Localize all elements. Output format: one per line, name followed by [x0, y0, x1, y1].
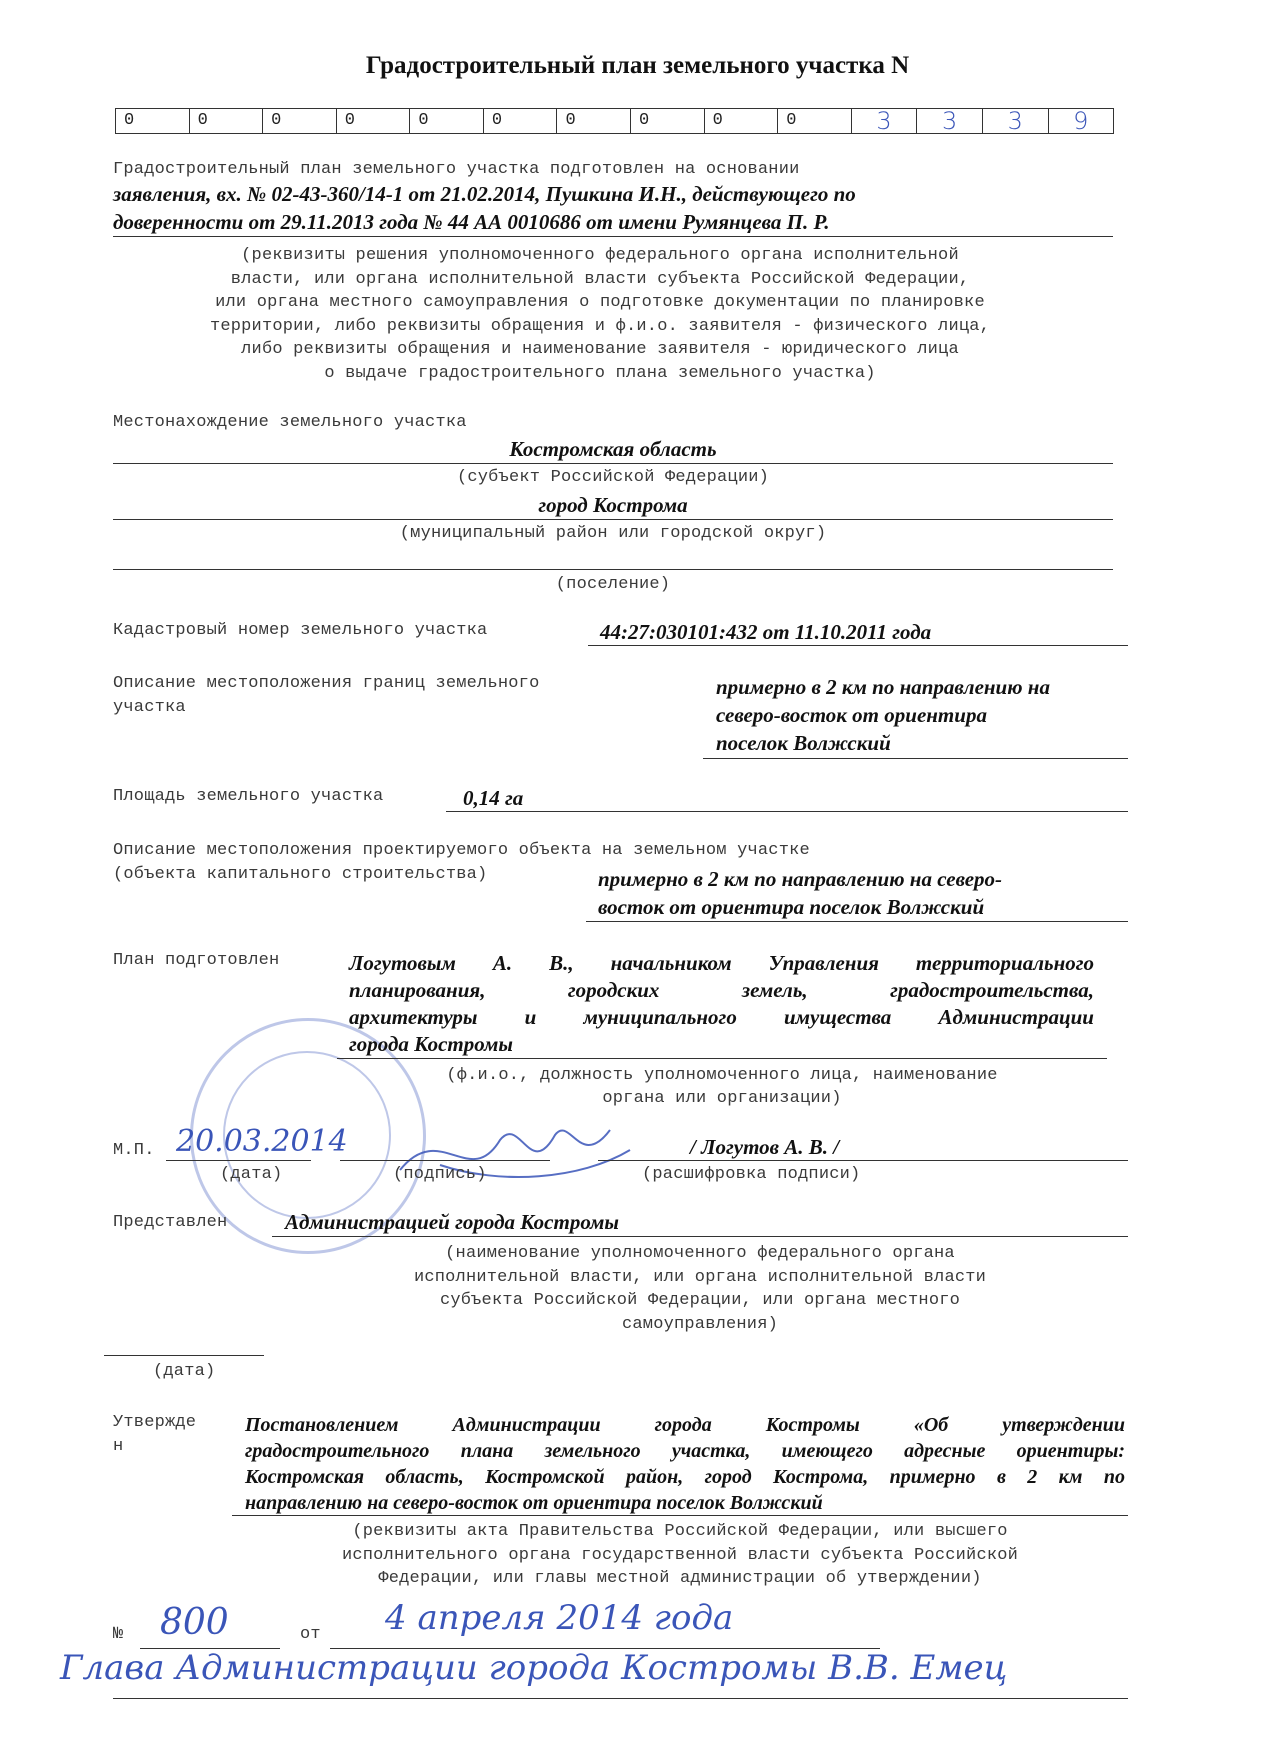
plan-number-cell: 0 [337, 109, 411, 133]
approved-value: Постановлением Администрации города Костромы «Об утверждении градостроительного плана земельного участка, имеющего адресные ориентиры: Костромская область, Костромской район, город Кострома, примерно в 2 км по направлению на северо-восток от ориентира поселок Волжский [245, 1414, 1125, 1514]
plan-number-cell: 0 [190, 109, 264, 133]
location-district: город Кострома [538, 493, 688, 517]
signature [380, 1110, 640, 1200]
divider [703, 758, 1128, 759]
plan-number-cell: 0 [631, 109, 705, 133]
plan-number-cell: 3 [983, 109, 1049, 133]
divider [104, 1355, 264, 1356]
object-label-1: Описание местоположения проектируемого объекта на земельном участке [113, 841, 810, 860]
prepared-caption: (ф.и.о., должность уполномоченного лица, наименование органа или организации) [446, 1066, 998, 1108]
handwritten-date: 20.03.2014 [176, 1124, 348, 1159]
divider [113, 463, 1113, 464]
area-label: Площадь земельного участка [113, 787, 384, 806]
cadastral-label: Кадастровый номер земельного участка [113, 621, 488, 640]
plan-number-cell: 0 [557, 109, 631, 133]
subject-caption: (субъект Российской Федерации) [456, 468, 770, 487]
boundaries-label-2: участка [113, 698, 186, 717]
decoded-caption: (расшифровка подписи) [642, 1165, 861, 1184]
plan-number-cell: 0 [484, 109, 558, 133]
divider [337, 1058, 1107, 1059]
signature-caption: (подпись) [393, 1165, 487, 1184]
boundaries-value: примерно в 2 км по направлению на северо-восток от ориентира поселок Волжский [716, 675, 1050, 755]
handwritten-signer: Глава Администрации города Костромы В.В. Емец [60, 1648, 1008, 1688]
divider [446, 811, 1128, 812]
divider [588, 645, 1128, 646]
basis-line-1: заявления, вх. № 02-43-360/14-1 от 21.02.2014, Пушкина И.Н., действующего по [113, 182, 856, 206]
divider [586, 921, 1128, 922]
prepared-label: План подготовлен [113, 951, 280, 970]
presented-caption: (наименование уполномоченного федерального органа исполнительной власти, или органа исполнительной власти субъекта Российской Федерации, или органа местного самоуправления) [413, 1244, 987, 1334]
divider [232, 1515, 1128, 1516]
plan-number-cell: 9 [1073, 107, 1089, 135]
presented-value: Администрацией города Костромы [285, 1210, 619, 1234]
location-subject: Костромская область [509, 437, 717, 461]
object-label-2: (объекта капитального строительства) [113, 865, 488, 884]
signature-decoded: / Логутов А. В. / [690, 1135, 840, 1159]
handwritten-approval-date: 4 апреля 2014 года [385, 1598, 734, 1638]
plan-number-cell: 0 [778, 109, 852, 133]
divider [113, 1698, 1128, 1699]
divider [272, 1236, 1128, 1237]
divider [113, 569, 1113, 570]
plan-number-cell: 0 [410, 109, 484, 133]
divider [113, 519, 1113, 520]
district-caption: (муниципальный район или городской округ) [399, 524, 827, 543]
date-caption: (дата) [220, 1165, 283, 1184]
cadastral-value: 44:27:030101:432 от 11.10.2011 года [600, 620, 932, 644]
approved-label-2: н [113, 1437, 124, 1456]
divider [598, 1160, 1128, 1161]
mp-label: М.П. [113, 1141, 155, 1160]
plan-number-cell: 0 [263, 109, 337, 133]
presented-date-caption: (дата) [153, 1362, 216, 1381]
approved-caption: (реквизиты акта Правительства Российской Федерации, или высшего исполнительного органа государственной власти субъекта Российской Федерации, или главы местной администрации об утверждении) [341, 1522, 1019, 1588]
approved-label-1: Утвержде [113, 1413, 197, 1432]
handwritten-number: 800 [160, 1602, 229, 1643]
presented-label: Представлен [113, 1213, 228, 1232]
basis-intro: Градостроительный план земельного участка подготовлен на основании [113, 160, 800, 179]
divider [166, 1160, 311, 1161]
settlement-caption: (поселение) [555, 575, 671, 594]
area-value: 0,14 га [463, 786, 524, 810]
plan-number-cell: 3 [852, 109, 918, 133]
location-label: Местонахождение земельного участка [113, 413, 467, 432]
from-label: от [300, 1625, 321, 1644]
divider [340, 1160, 550, 1161]
plan-number-grid [115, 108, 1114, 134]
plan-number-cell: 0 [705, 109, 779, 133]
boundaries-label-1: Описание местоположения границ земельного [113, 674, 540, 693]
basis-line-2: доверенности от 29.11.2013 года № 44 АА 0010686 от имени Румянцева П. Р. [113, 210, 830, 234]
plan-number-cell: 0 [116, 109, 190, 133]
plan-number-cell: 3 [917, 109, 983, 133]
number-label: № [113, 1625, 124, 1644]
divider [113, 236, 1113, 237]
page-title: Градостроительный план земельного участка N [365, 52, 910, 79]
basis-caption: (реквизиты решения уполномоченного федерального органа исполнительной власти, или органа исполнительной власти субъекта Российской Федерации, или органа местного самоуправления о подготовке документации по планировке территории, либо реквизиты обращения и ф.и.о. заявителя - физического лица, либо реквизиты обращения и наименование заявителя - юридического лица о выдаче градостроительного плана земельного участка) [209, 246, 991, 383]
object-value: примерно в 2 км по направлению на северо- восток от ориентира поселок Волжский [598, 867, 1003, 919]
prepared-value: Логутовым А. В., начальником Управления территориального планирования, городских земель, градостроительства, архитектуры и муниципального имущества Администрации города Костромы [349, 951, 1094, 1056]
